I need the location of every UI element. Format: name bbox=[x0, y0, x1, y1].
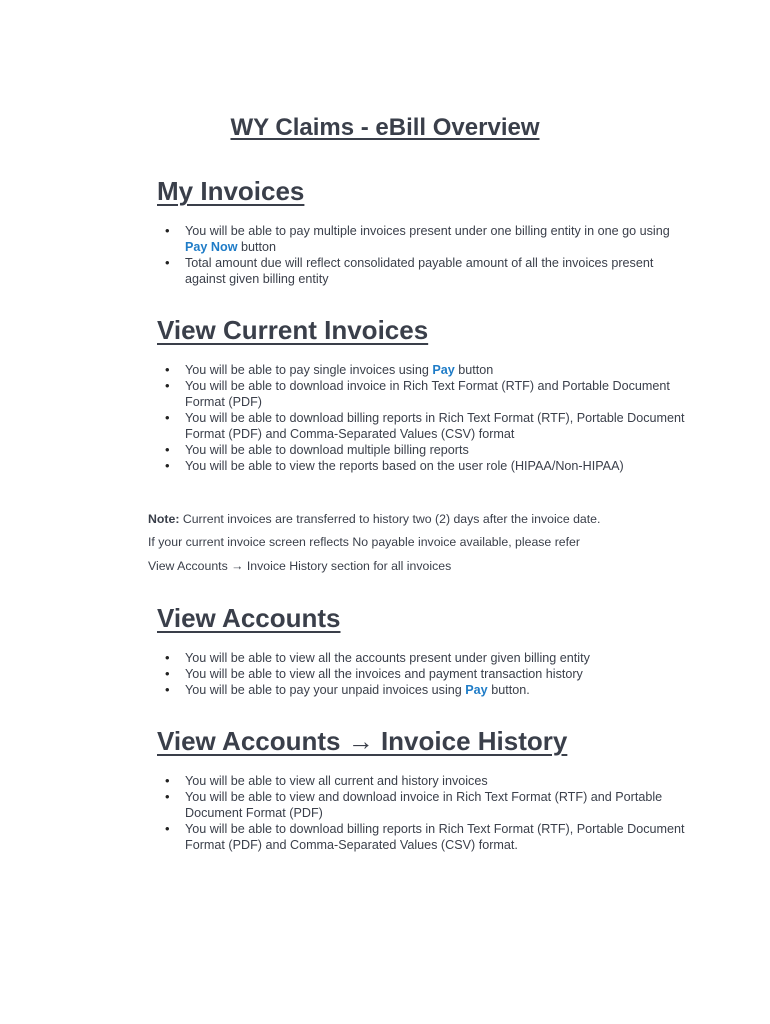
list-item: • You will be able to download billing reports in Rich Text Format (RTF), Portable Document Format (PDF) and Comma-Separated Values (CSV) format bbox=[165, 410, 685, 442]
section-heading-invoice-history: View Accounts → Invoice History bbox=[157, 726, 568, 756]
list-item-text: button bbox=[454, 363, 494, 377]
list-item: • You will be able to download invoice in Rich Text Format (RTF) and Portable Document Format (PDF) bbox=[165, 378, 685, 410]
note-text: Current invoices are transferred to history two (2) days after the invoice date. bbox=[179, 512, 601, 526]
list-item: • You will be able to view the reports based on the user role (HIPAA/Non-HIPAA) bbox=[165, 458, 685, 474]
list-item: • Total amount due will reflect consolidated payable amount of all the invoices present against given billing entity bbox=[165, 255, 685, 287]
list-item-text: You will be able to pay your unpaid invoices using bbox=[185, 683, 466, 697]
view-accounts-list bbox=[165, 650, 685, 698]
note-line-2: If your current invoice screen reflects No payable invoice available, please refer bbox=[148, 535, 580, 549]
section-heading-view-current-invoices: View Current Invoices bbox=[157, 315, 429, 345]
pay-now-label: Pay Now bbox=[185, 240, 238, 254]
section-heading-my-invoices: My Invoices bbox=[157, 176, 305, 206]
note-label: Note: bbox=[148, 512, 180, 526]
list-item: • You will be able to view all current and history invoices bbox=[165, 773, 685, 789]
list-item: • You will be able to view all the invoices and payment transaction history bbox=[165, 666, 685, 682]
invoice-history-list bbox=[165, 773, 685, 853]
document-title: WY Claims - eBill Overview bbox=[230, 114, 540, 141]
list-item: • You will be able to download billing reports in Rich Text Format (RTF), Portable Document Format (PDF) and Comma-Separated Values (CSV) format. bbox=[165, 821, 685, 853]
list-item bbox=[165, 362, 685, 378]
note-line-3: View Accounts → Invoice History section for all invoices bbox=[148, 559, 452, 573]
pay-label: Pay bbox=[432, 363, 455, 377]
list-item-text: You will be able to pay multiple invoices present under one billing entity in one go using bbox=[185, 224, 670, 238]
section-heading-view-accounts: View Accounts bbox=[157, 603, 341, 633]
list-item: • You will be able to download multiple billing reports bbox=[165, 442, 685, 458]
pay-label: Pay bbox=[465, 683, 488, 697]
list-item bbox=[165, 682, 685, 698]
list-item: • You will be able to view and download invoice in Rich Text Format (RTF) and Portable Document Format (PDF) bbox=[165, 789, 685, 821]
list-item: • You will be able to view all the accounts present under given billing entity bbox=[165, 650, 685, 666]
note-line bbox=[148, 511, 600, 527]
list-item-text: You will be able to pay single invoices using bbox=[185, 363, 433, 377]
list-item-text: button. bbox=[487, 683, 530, 697]
list-item-text: button bbox=[237, 240, 277, 254]
list-item bbox=[165, 223, 685, 255]
view-current-invoices-list bbox=[165, 362, 685, 474]
my-invoices-list bbox=[165, 223, 685, 287]
